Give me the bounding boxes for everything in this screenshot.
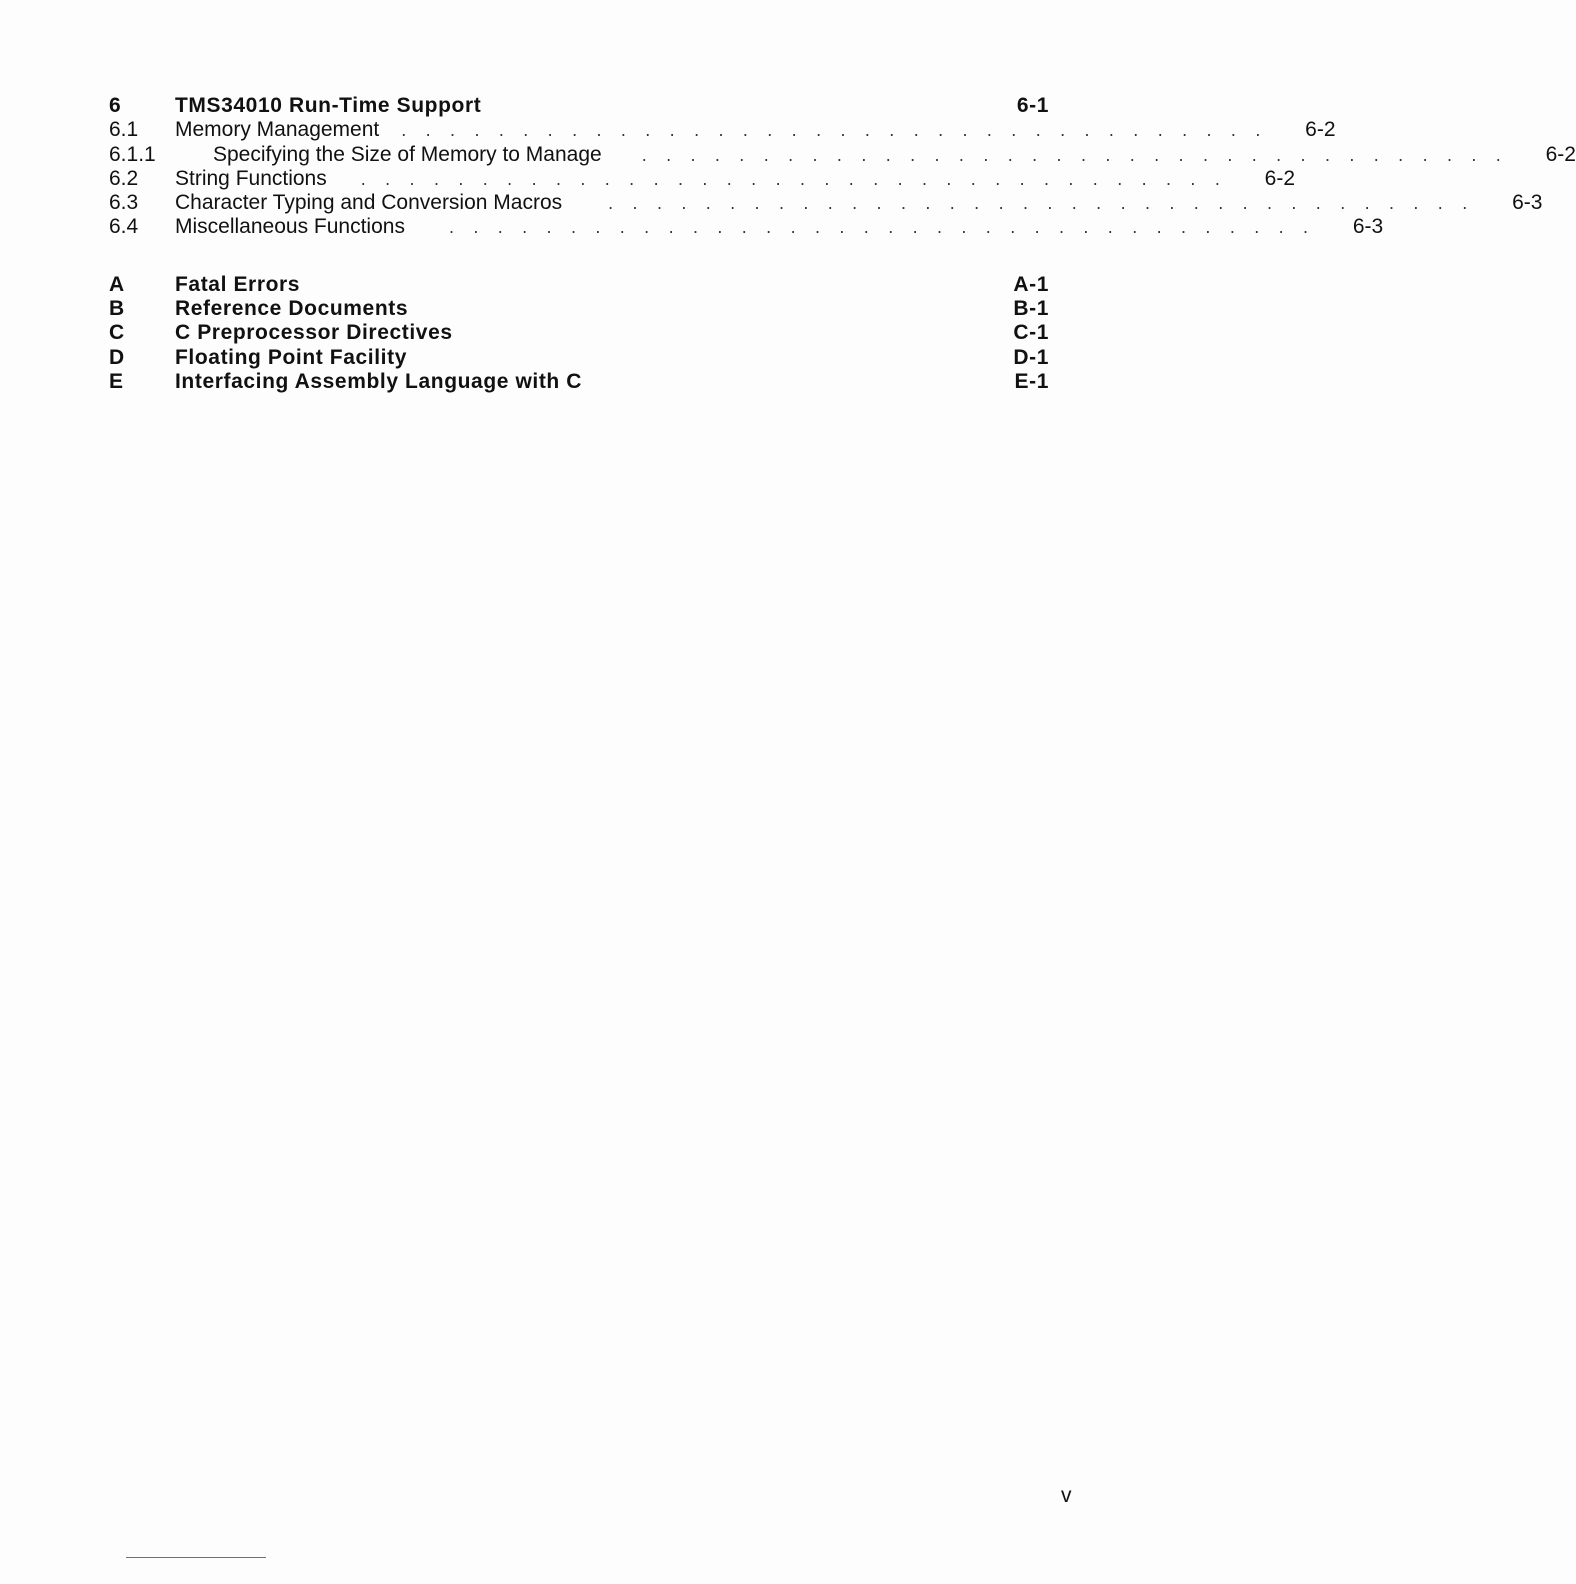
toc-section-number: 6.4: [109, 215, 139, 239]
toc-appendix-page: D-1: [1013, 345, 1049, 369]
toc-appendix-page: E-1: [1014, 369, 1049, 393]
toc-appendix-row: [109, 370, 1049, 394]
toc-appendix-page: A-1: [1013, 272, 1049, 296]
toc-subsection-page: 6-2: [1545, 142, 1576, 166]
toc-leader-dots: . . . . . . . . . . . . . . . . . . . . . . . . . . . . . . . . . . . .: [401, 120, 1268, 141]
toc-chapter-row: [109, 94, 1049, 118]
scan-artifact-line: [126, 1557, 266, 1558]
page-number: v: [1061, 1484, 1072, 1507]
toc-appendix-letter: A: [109, 272, 125, 296]
toc-appendix-row: [109, 273, 1049, 297]
toc-appendix-letter: B: [109, 297, 125, 321]
toc-leader-dots: . . . . . . . . . . . . . . . . . . . . . . . . . . . . . . . . . . . .: [641, 144, 1508, 165]
toc-appendix-letter: E: [109, 369, 124, 393]
toc-section-row: [109, 118, 1336, 142]
toc-leader-dots: . . . . . . . . . . . . . . . . . . . . . . . . . . . . . . . . . . . .: [360, 168, 1228, 189]
toc-section-page: 6-2: [1305, 118, 1336, 142]
toc-appendix-page: B-1: [1013, 297, 1049, 321]
toc-section-number: 6.1: [109, 118, 139, 142]
toc-appendix-letter: C: [109, 321, 125, 345]
toc-section-title: Memory Management: [175, 118, 380, 142]
toc-section-row: [109, 215, 1384, 239]
toc-subsection-row: [109, 142, 1576, 167]
toc-section-title: Miscellaneous Functions: [175, 215, 405, 239]
toc-leader-dots: . . . . . . . . . . . . . . . . . . . . . . . . . . . . . . . . . . . .: [608, 193, 1475, 214]
toc-chapter-number: 6: [109, 94, 122, 117]
table-of-contents: [109, 94, 1576, 394]
toc-section-title: Character Typing and Conversion Macros: [175, 191, 563, 215]
toc-section-page: 6-2: [1264, 166, 1296, 190]
toc-appendix-title: C Preprocessor Directives: [175, 321, 453, 345]
toc-appendix-row: [109, 321, 1049, 345]
toc-subsection-number: 6.1.1: [109, 142, 156, 166]
toc-appendix-row: [109, 297, 1049, 321]
toc-appendix-letter: D: [109, 345, 125, 369]
toc-chapter-page: 6-1: [1016, 94, 1049, 117]
toc-appendix-title: Floating Point Facility: [175, 345, 407, 369]
toc-section-page: 6-3: [1352, 215, 1384, 239]
toc-section-row: [109, 191, 1543, 215]
toc-section-page: 6-3: [1512, 191, 1543, 215]
toc-subsection-title: Specifying the Size of Memory to Manage: [213, 142, 602, 166]
toc-appendix-page: C-1: [1013, 321, 1049, 345]
toc-section-row: [109, 166, 1296, 191]
toc-section-number: 6.2: [109, 166, 139, 190]
toc-section-number: 6.3: [109, 191, 139, 215]
toc-chapter-title: TMS34010 Run-Time Support: [175, 94, 482, 117]
toc-appendix-row: [109, 346, 1049, 370]
toc-section-title: String Functions: [175, 166, 327, 190]
toc-appendix-title: Reference Documents: [175, 297, 409, 321]
toc-appendix-title: Fatal Errors: [175, 272, 301, 296]
toc-leader-dots: . . . . . . . . . . . . . . . . . . . . . . . . . . . . . . . . . . . .: [448, 217, 1316, 238]
toc-appendix-title: Interfacing Assembly Language with C: [175, 369, 583, 393]
